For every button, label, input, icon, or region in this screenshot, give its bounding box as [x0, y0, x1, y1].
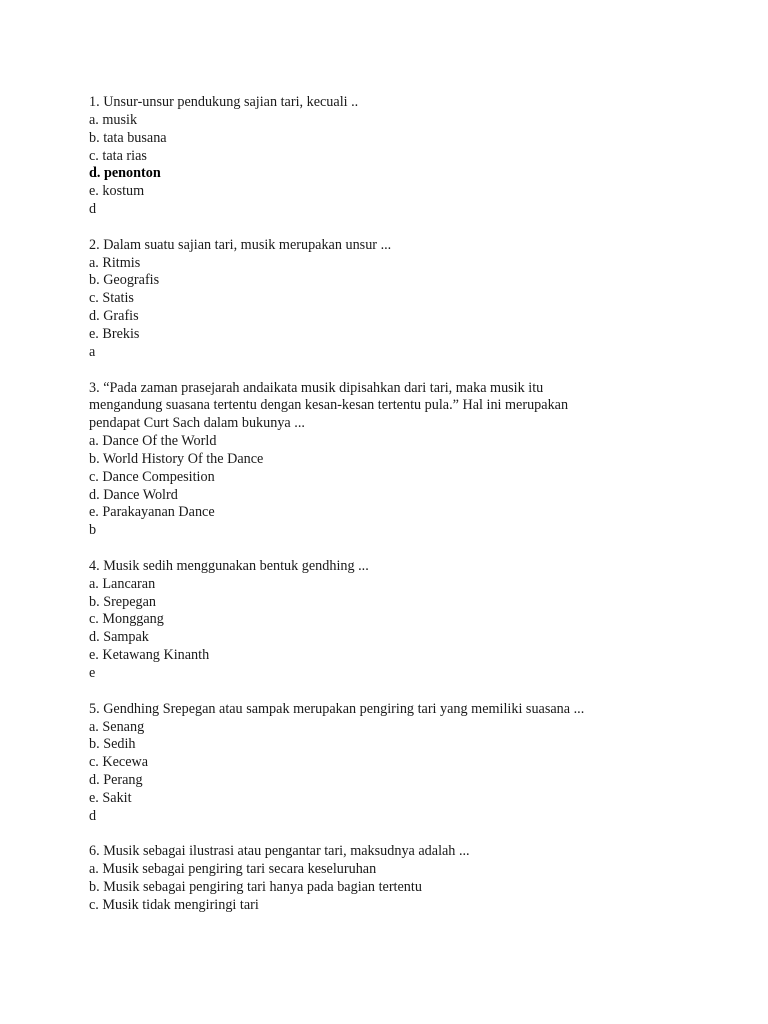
question-text: 5. Gendhing Srepegan atau sampak merupakan pengiring tari yang memiliki suasana ...	[89, 700, 585, 717]
option: c. Statis	[89, 290, 134, 307]
option: c. Musik tidak mengiringi tari	[89, 896, 259, 913]
option: a. Musik sebagai pengiring tari secara keseluruhan	[89, 861, 377, 878]
question-text: pendapat Curt Sach dalam bukunya ...	[89, 415, 305, 432]
option: a. Dance Of the World	[89, 433, 217, 450]
question-block	[89, 380, 729, 541]
answer-key: d	[89, 807, 97, 824]
document-page	[89, 94, 729, 933]
option: e. Brekis	[89, 325, 140, 342]
option: c. Dance Compesition	[89, 468, 215, 485]
question-block	[89, 558, 729, 683]
option: e. Ketawang Kinanth	[89, 647, 210, 664]
option: d. Grafis	[89, 308, 139, 325]
question-block	[89, 701, 729, 826]
option: d. Perang	[89, 772, 143, 789]
question-text: 4. Musik sedih menggunakan bentuk gendhing ...	[89, 557, 369, 574]
answer-key: b	[89, 522, 97, 539]
option: b. Musik sebagai pengiring tari hanya pada bagian tertentu	[89, 879, 422, 896]
question-text: 1. Unsur-unsur pendukung sajian tari, kecuali ..	[89, 94, 359, 110]
option: a. Lancaran	[89, 575, 156, 592]
option: b. Srepegan	[89, 593, 156, 610]
question-text: mengandung suasana tertentu dengan kesan-kesan tertentu pula.” Hal ini merupakan	[89, 397, 569, 414]
question-text: 6. Musik sebagai ilustrasi atau pengantar tari, maksudnya adalah ...	[89, 843, 470, 860]
option: c. Kecewa	[89, 754, 149, 771]
option: e. Parakayanan Dance	[89, 504, 215, 521]
question-block	[89, 843, 729, 914]
option: a. musik	[89, 111, 138, 128]
option: e. Sakit	[89, 789, 132, 806]
option: d. Sampak	[89, 629, 149, 646]
question-text: 3. “Pada zaman prasejarah andaikata musik dipisahkan dari tari, maka musik itu	[89, 379, 544, 396]
answer-key: e	[89, 665, 96, 681]
option: a. Senang	[89, 718, 145, 735]
option: d. Dance Wolrd	[89, 486, 178, 503]
option: b. Sedih	[89, 736, 136, 753]
answer-key: d	[89, 201, 97, 218]
answer-key: a	[89, 343, 96, 360]
option: a. Ritmis	[89, 254, 141, 271]
question-block	[89, 94, 729, 219]
option-highlighted: d. penonton	[89, 165, 161, 182]
question-block	[89, 237, 729, 362]
option: b. Geografis	[89, 272, 160, 289]
question-text: 2. Dalam suatu sajian tari, musik merupakan unsur ...	[89, 236, 392, 253]
option: b. tata busana	[89, 129, 167, 146]
option: c. Monggang	[89, 611, 164, 628]
option: b. World History Of the Dance	[89, 450, 264, 467]
option: c. tata rias	[89, 147, 147, 164]
option: e. kostum	[89, 183, 145, 200]
